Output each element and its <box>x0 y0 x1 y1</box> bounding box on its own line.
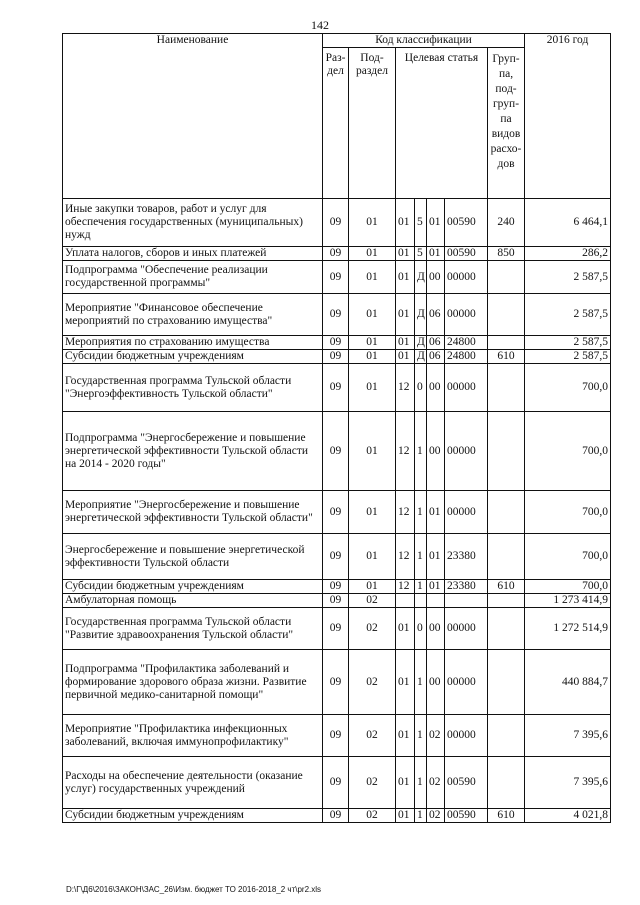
row-name: Мероприятия по страхованию имущества <box>63 336 323 350</box>
row-code-c3: 01 <box>427 534 445 580</box>
row-code-rz: 09 <box>323 294 349 336</box>
row-name: Подпрограмма "Профилактика заболеваний и формирование здорового образа жизни. Развитие первичной медико-санитарной помощи" <box>63 650 323 715</box>
row-code-c2: 5 <box>415 199 427 247</box>
row-code-c3: 06 <box>427 350 445 364</box>
row-amount: 2 587,5 <box>525 261 611 294</box>
row-code-vr <box>488 757 525 809</box>
row-code-c4: 23380 <box>445 534 488 580</box>
row-code-vr <box>488 336 525 350</box>
table-row <box>63 491 611 534</box>
table-row <box>63 199 611 247</box>
row-code-c3: 06 <box>427 294 445 336</box>
row-code-c4: 00000 <box>445 294 488 336</box>
row-name: Мероприятие "Профилактика инфекционных заболеваний, включая иммунопрофилактику" <box>63 715 323 757</box>
row-amount: 700,0 <box>525 491 611 534</box>
row-code-vr: 240 <box>488 199 525 247</box>
row-code-c1: 01 <box>396 809 415 823</box>
header-subsection: Под- раздел <box>349 48 396 199</box>
row-code-c2: 1 <box>415 715 427 757</box>
row-amount: 2 587,5 <box>525 294 611 336</box>
page-number: 142 <box>311 18 329 32</box>
row-code-vr <box>488 594 525 608</box>
row-amount: 700,0 <box>525 364 611 412</box>
header-classification: Код классификации <box>323 34 525 48</box>
row-code-c2: Д <box>415 336 427 350</box>
table-row <box>63 412 611 491</box>
row-code-c2: 1 <box>415 650 427 715</box>
row-code-c3: 00 <box>427 364 445 412</box>
header-section: Раз- дел <box>323 48 349 199</box>
row-name: Амбулаторная помощь <box>63 594 323 608</box>
row-code-pr: 01 <box>349 364 396 412</box>
row-code-c3: 06 <box>427 336 445 350</box>
row-code-rz: 09 <box>323 715 349 757</box>
row-amount: 7 395,6 <box>525 715 611 757</box>
row-code-c3: 00 <box>427 608 445 650</box>
row-code-c4: 24800 <box>445 336 488 350</box>
table-row <box>63 247 611 261</box>
table-row <box>63 650 611 715</box>
row-code-pr: 02 <box>349 594 396 608</box>
row-code-c2: 1 <box>415 491 427 534</box>
row-amount: 4 021,8 <box>525 809 611 823</box>
row-code-vr: 610 <box>488 580 525 594</box>
table-row <box>63 757 611 809</box>
row-code-c4: 00000 <box>445 364 488 412</box>
row-code-c1: 12 <box>396 491 415 534</box>
row-name: Подпрограмма "Энергосбережение и повышение энергетической эффективности Тульской области на 2014 - 2020 годы" <box>63 412 323 491</box>
row-code-pr: 02 <box>349 809 396 823</box>
row-code-rz: 09 <box>323 650 349 715</box>
row-code-c1: 01 <box>396 350 415 364</box>
row-name: Энергосбережение и повышение энергетической эффективности Тульской области <box>63 534 323 580</box>
row-code-c2: 1 <box>415 412 427 491</box>
row-code-rz: 09 <box>323 350 349 364</box>
file-path-footer: D:\Г\Д6\2016\ЗАКОН\ЗАС_26\Изм. бюджет ТО 2016-2018_2 чт\pr2.xls <box>66 885 322 894</box>
row-code-c1 <box>396 594 415 608</box>
table-row <box>63 715 611 757</box>
row-code-rz: 09 <box>323 580 349 594</box>
row-code-c2: 1 <box>415 809 427 823</box>
row-code-rz: 09 <box>323 809 349 823</box>
row-code-c1: 01 <box>396 650 415 715</box>
row-code-c2: 1 <box>415 534 427 580</box>
row-code-c4: 00590 <box>445 247 488 261</box>
row-code-c4: 00000 <box>445 715 488 757</box>
row-code-rz: 09 <box>323 534 349 580</box>
row-code-rz: 09 <box>323 336 349 350</box>
table-row <box>63 336 611 350</box>
row-code-pr: 02 <box>349 757 396 809</box>
header-expense-group: Груп- па, под- груп- па видов расхо- дов <box>488 48 525 199</box>
row-code-c1: 01 <box>396 247 415 261</box>
row-amount: 1 273 414,9 <box>525 594 611 608</box>
row-code-rz: 09 <box>323 199 349 247</box>
row-code-pr: 01 <box>349 199 396 247</box>
row-code-vr <box>488 364 525 412</box>
row-code-pr: 01 <box>349 247 396 261</box>
row-code-c1: 01 <box>396 294 415 336</box>
row-code-c3: 01 <box>427 247 445 261</box>
row-code-rz: 09 <box>323 757 349 809</box>
table-row <box>63 350 611 364</box>
header-year: 2016 год <box>525 34 611 199</box>
row-code-vr <box>488 294 525 336</box>
row-code-c3: 01 <box>427 491 445 534</box>
row-code-c3: 02 <box>427 715 445 757</box>
row-amount: 700,0 <box>525 412 611 491</box>
row-code-c4: 00000 <box>445 261 488 294</box>
row-code-pr: 02 <box>349 650 396 715</box>
row-code-rz: 09 <box>323 261 349 294</box>
row-code-c3 <box>427 594 445 608</box>
row-amount: 2 587,5 <box>525 336 611 350</box>
row-code-vr <box>488 608 525 650</box>
row-code-c2: 1 <box>415 580 427 594</box>
row-code-c2: 0 <box>415 364 427 412</box>
row-code-vr: 850 <box>488 247 525 261</box>
row-code-c3: 02 <box>427 809 445 823</box>
row-code-c3: 00 <box>427 650 445 715</box>
row-code-pr: 01 <box>349 412 396 491</box>
row-code-pr: 01 <box>349 534 396 580</box>
row-code-vr <box>488 534 525 580</box>
table-row <box>63 364 611 412</box>
row-code-c4: 00000 <box>445 491 488 534</box>
row-code-c4: 00590 <box>445 757 488 809</box>
row-name: Государственная программа Тульской области "Энергоэффективность Тульской области" <box>63 364 323 412</box>
row-name: Государственная программа Тульской области "Развитие здравоохранения Тульской области" <box>63 608 323 650</box>
row-code-c2: 1 <box>415 757 427 809</box>
row-code-pr: 01 <box>349 350 396 364</box>
row-code-c4: 00000 <box>445 412 488 491</box>
row-code-vr <box>488 412 525 491</box>
row-code-c2 <box>415 594 427 608</box>
row-code-pr: 01 <box>349 580 396 594</box>
row-code-rz: 09 <box>323 412 349 491</box>
header-name: Наименование <box>63 34 323 199</box>
row-amount: 1 272 514,9 <box>525 608 611 650</box>
row-code-c1: 12 <box>396 534 415 580</box>
row-code-c2: Д <box>415 261 427 294</box>
row-amount: 700,0 <box>525 534 611 580</box>
row-code-c4 <box>445 594 488 608</box>
row-name: Уплата налогов, сборов и иных платежей <box>63 247 323 261</box>
row-name: Иные закупки товаров, работ и услуг для обеспечения государственных (муниципальных) нужд <box>63 199 323 247</box>
table-row <box>63 294 611 336</box>
row-code-c4: 00000 <box>445 650 488 715</box>
row-code-pr: 02 <box>349 715 396 757</box>
row-name: Мероприятие "Энергосбережение и повышение энергетической эффективности Тульской области" <box>63 491 323 534</box>
row-code-c1: 12 <box>396 580 415 594</box>
row-code-c1: 12 <box>396 364 415 412</box>
table-row <box>63 261 611 294</box>
table-row <box>63 608 611 650</box>
row-name: Субсидии бюджетным учреждениям <box>63 809 323 823</box>
row-code-vr <box>488 650 525 715</box>
row-amount: 2 587,5 <box>525 350 611 364</box>
row-code-c3: 00 <box>427 412 445 491</box>
row-code-c1: 01 <box>396 336 415 350</box>
row-code-c3: 02 <box>427 757 445 809</box>
row-code-c2: Д <box>415 350 427 364</box>
row-code-c4: 24800 <box>445 350 488 364</box>
table-row <box>63 580 611 594</box>
row-name: Субсидии бюджетным учреждениям <box>63 350 323 364</box>
row-code-c2: 0 <box>415 608 427 650</box>
row-code-rz: 09 <box>323 608 349 650</box>
row-code-pr: 01 <box>349 261 396 294</box>
row-code-c3: 01 <box>427 199 445 247</box>
row-amount: 440 884,7 <box>525 650 611 715</box>
row-code-rz: 09 <box>323 364 349 412</box>
row-code-vr: 610 <box>488 350 525 364</box>
row-code-rz: 09 <box>323 594 349 608</box>
row-amount: 286,2 <box>525 247 611 261</box>
row-code-c1: 12 <box>396 412 415 491</box>
row-code-c2: 5 <box>415 247 427 261</box>
row-code-c4: 00000 <box>445 608 488 650</box>
row-code-vr <box>488 261 525 294</box>
table-row <box>63 809 611 823</box>
row-code-pr: 01 <box>349 294 396 336</box>
row-name: Расходы на обеспечение деятельности (оказание услуг) государственных учреждений <box>63 757 323 809</box>
table-row <box>63 534 611 580</box>
row-code-c2: Д <box>415 294 427 336</box>
row-name: Подпрограмма "Обеспечение реализации государственной программы" <box>63 261 323 294</box>
row-code-c1: 01 <box>396 199 415 247</box>
row-amount: 7 395,6 <box>525 757 611 809</box>
row-code-c3: 01 <box>427 580 445 594</box>
row-amount: 6 464,1 <box>525 199 611 247</box>
row-name: Мероприятие "Финансовое обеспечение мероприятий по страхованию имущества" <box>63 294 323 336</box>
row-code-c4: 00590 <box>445 199 488 247</box>
row-code-pr: 01 <box>349 491 396 534</box>
row-name: Субсидии бюджетным учреждениям <box>63 580 323 594</box>
row-code-c4: 23380 <box>445 580 488 594</box>
row-code-vr: 610 <box>488 809 525 823</box>
row-code-rz: 09 <box>323 247 349 261</box>
row-code-vr <box>488 715 525 757</box>
header-target-article: Целевая статья <box>396 48 488 199</box>
row-code-vr <box>488 491 525 534</box>
row-code-pr: 02 <box>349 608 396 650</box>
row-code-rz: 09 <box>323 491 349 534</box>
row-code-c1: 01 <box>396 261 415 294</box>
row-code-c1: 01 <box>396 715 415 757</box>
table-row <box>63 594 611 608</box>
budget-table <box>62 33 611 823</box>
row-code-c3: 00 <box>427 261 445 294</box>
row-code-c1: 01 <box>396 757 415 809</box>
row-code-pr: 01 <box>349 336 396 350</box>
row-amount: 700,0 <box>525 580 611 594</box>
row-code-c1: 01 <box>396 608 415 650</box>
row-code-c4: 00590 <box>445 809 488 823</box>
